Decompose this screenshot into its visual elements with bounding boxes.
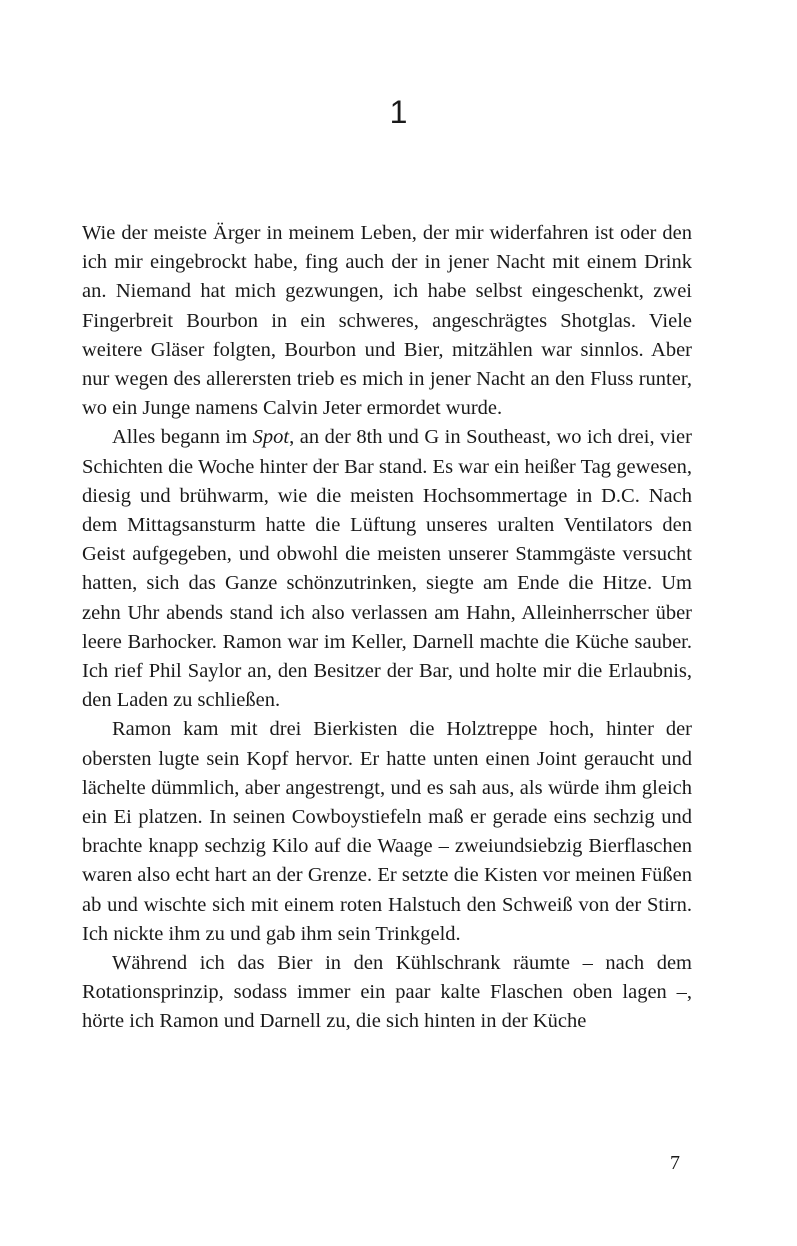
paragraph-1 bbox=[82, 219, 692, 423]
paragraph-2-text-start: Alles begann im bbox=[112, 426, 253, 449]
paragraph-2 bbox=[82, 423, 692, 715]
paragraph-2-text-end: , an der 8th und G in Southeast, wo ich drei, vier Schichten die Woche hinter der Bar stand. Es war ein heißer Tag gewesen, diesig und brühwarm, wie die meisten Hochsommertage in D.C. Nach dem Mittagsansturm hatte die Lüftung unseres uralten Ventilators den Geist aufgegeben, und obwohl die meisten unserer Stammgäste versucht hatten, sich das Ganze schönzutrinken, siegte am Ende die Hitze. Um zehn Uhr abends stand ich also verlassen am Hahn, Alleinherrscher über leere Barhocker. Ramon war im Keller, Darnell machte die Küche sauber. Ich rief Phil Saylor an, den Besitzer der Bar, und holte mir die Erlaubnis, den Laden zu schließen. bbox=[82, 426, 692, 712]
paragraph-3-text: Ramon kam mit drei Bierkisten die Holztreppe hoch, hinter der obersten lugte sein Kopf hervor. Er hatte unten einen Joint geraucht und lächelte dümmlich, aber angestrengt, und es sah aus, als würde ihm gleich ein Ei platzen. In seinen Cowboystiefeln maß er gerade eins sechzig und brachte knapp sechzig Kilo auf die Waage – zweiundsiebzig Bierflaschen waren also echt hart an der Grenze. Er setzte die Kisten vor meinen Füßen ab und wischte sich mit einem roten Halstuch den Schweiß von der Stirn. Ich nickte ihm zu und gab ihm sein Trinkgeld. bbox=[82, 718, 692, 945]
paragraph-4 bbox=[82, 949, 692, 1037]
chapter-number: 1 bbox=[389, 94, 408, 130]
bar-name-spot: Spot bbox=[252, 426, 290, 449]
paragraph-1-text: Wie der meiste Ärger in meinem Leben, der mir widerfahren ist oder den ich mir eingebrockt habe, fing auch der in jener Nacht mit einem Drink an. Niemand hat mich gezwungen, ich habe selbst eingeschenkt, zwei Fingerbreit Bourbon in ein schweres, angeschrägtes Shotglas. Viele weitere Gläser folgten, Bourbon und Bier, mitzählen war sinnlos. Aber nur wegen des allerersten trieb es mich in jener Nacht an den Fluss runter, wo ein Junge namens Calvin Jeter ermordet wurde. bbox=[82, 222, 692, 420]
page-number: 7 bbox=[670, 1152, 680, 1174]
paragraph-4-text: Während ich das Bier in den Kühlschrank räumte – nach dem Rotationsprinzip, sodass immer ein paar kalte Flaschen oben lagen –, hörte ich Ramon und Darnell zu, die sich hinten in der Küche bbox=[82, 952, 692, 1033]
paragraph-3 bbox=[82, 715, 692, 949]
body-text bbox=[82, 219, 692, 1037]
